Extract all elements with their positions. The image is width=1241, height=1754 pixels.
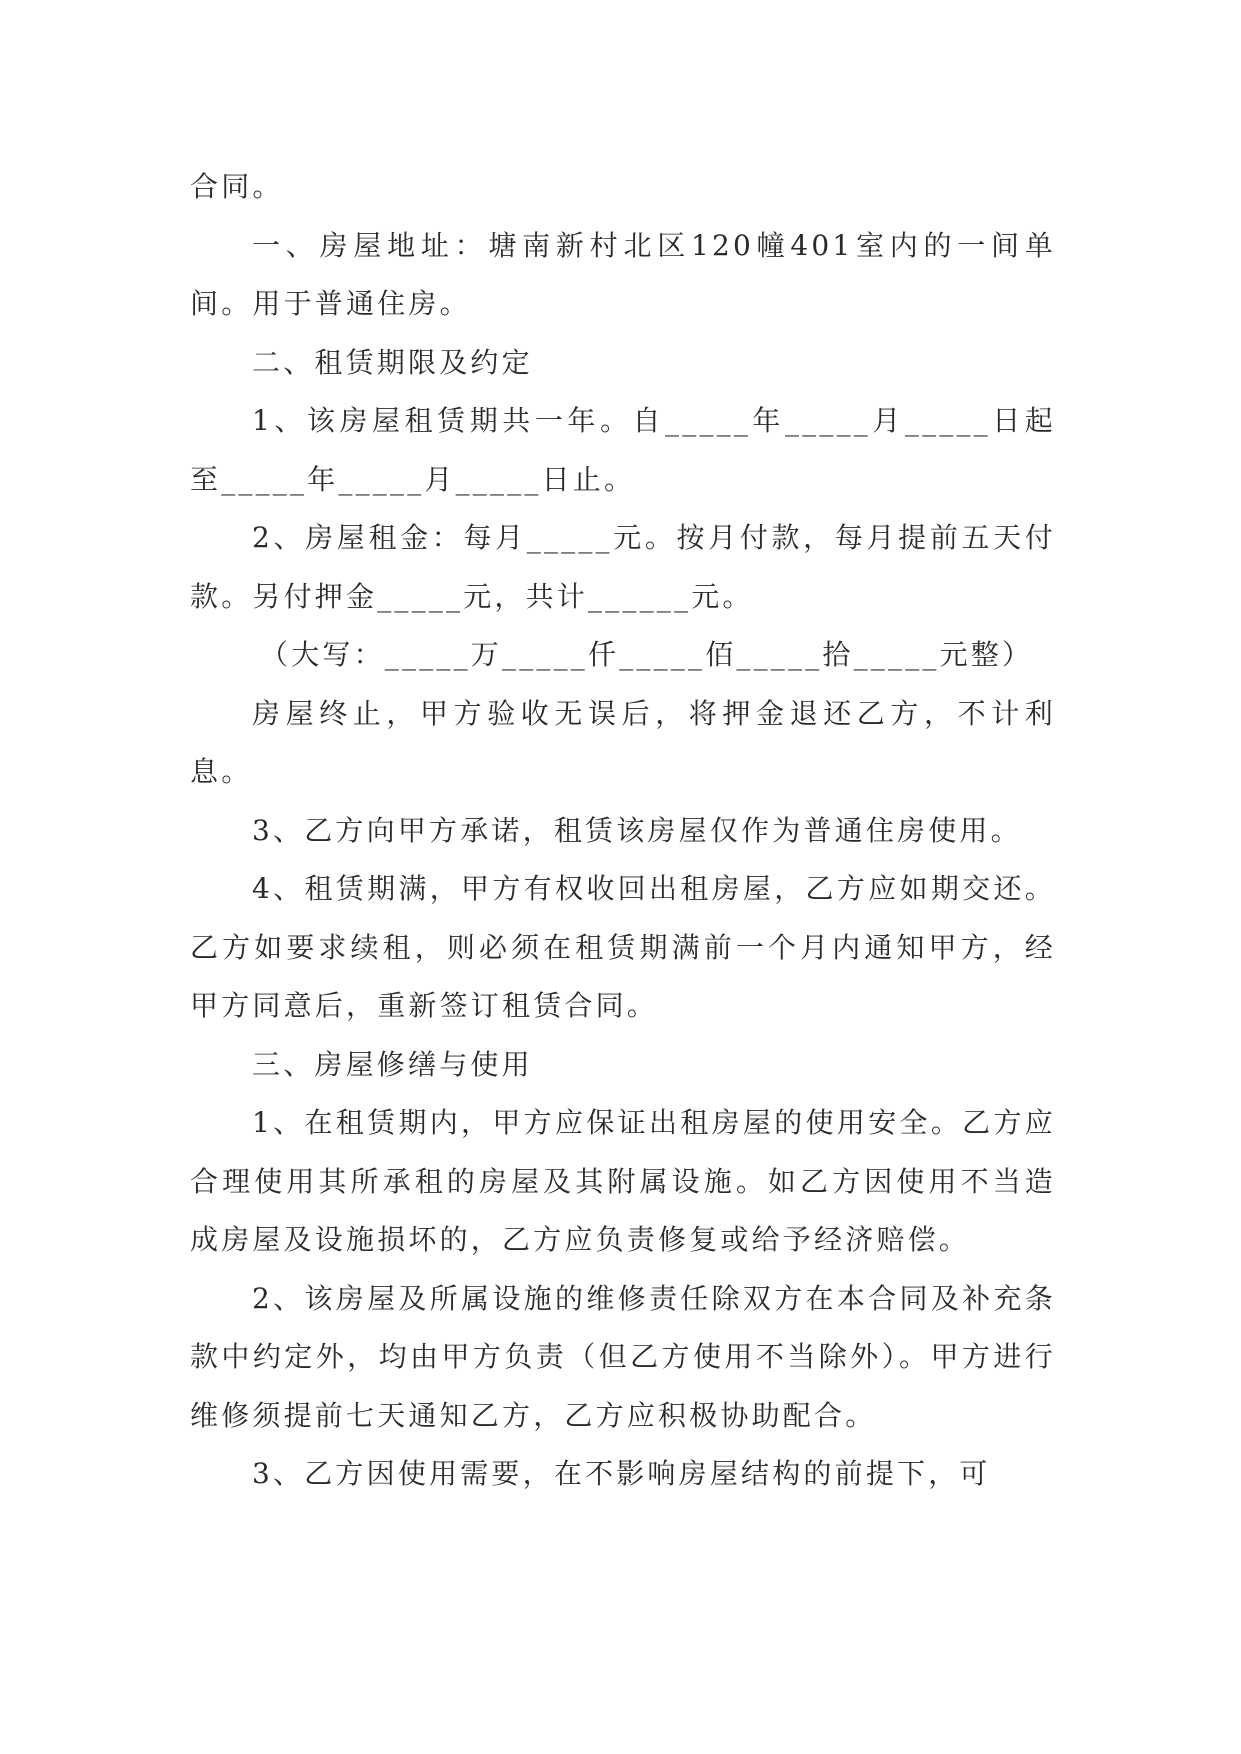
section-heading-repair-use: 三、房屋修缮与使用 (252, 1047, 533, 1081)
paragraph-contract-end: 合同。 (190, 170, 284, 203)
paragraph-lease-period: 1、该房屋租赁期共一年。自_____年_____月_____日起至_____年_____月_____日止。 (190, 404, 1056, 496)
paragraph-safety-use: 1、在租赁期内，甲方应保证出租房屋的使用安全。乙方应合理使用其所承租的房屋及其附属设施。如乙方因使用不当造成房屋及设施损坏的，乙方应负责修复或给予经济赔偿。 (190, 1106, 1056, 1256)
paragraph-rent: 2、房屋租金：每月_____元。按月付款，每月提前五天付款。另付押金_____元，共计______元。 (190, 521, 1056, 613)
paragraph-usage-promise: 3、乙方向甲方承诺，租赁该房屋仅作为普通住房使用。 (252, 813, 1022, 847)
document-body (190, 158, 1056, 1504)
paragraph-house-address: 一、房屋地址：塘南新村北区120幢401室内的一间单间。用于普通住房。 (190, 228, 1056, 320)
paragraph-amount-in-words: （大写：_____万_____仟_____佰_____拾_____元整） (260, 638, 1034, 671)
paragraph-lease-expiry: 4、租赁期满，甲方有权收回出租房屋，乙方应如期交还。乙方如要求续租，则必须在租赁期满前一个月内通知甲方，经甲方同意后，重新签订租赁合同。 (190, 872, 1056, 1022)
paragraph-renovation: 3、乙方因使用需要，在不影响房屋结构的前提下，可 (252, 1457, 991, 1490)
section-heading-lease-term: 二、租赁期限及约定 (252, 345, 533, 379)
paragraph-maintenance: 2、该房屋及所属设施的维修责任除双方在本合同及补充条款中约定外，均由甲方负责（但乙方使用不当除外）。甲方进行维修须提前七天通知乙方，乙方应积极协助配合。 (190, 1281, 1056, 1432)
paragraph-deposit-refund: 房屋终止，甲方验收无误后，将押金退还乙方，不计利息。 (190, 696, 1056, 788)
